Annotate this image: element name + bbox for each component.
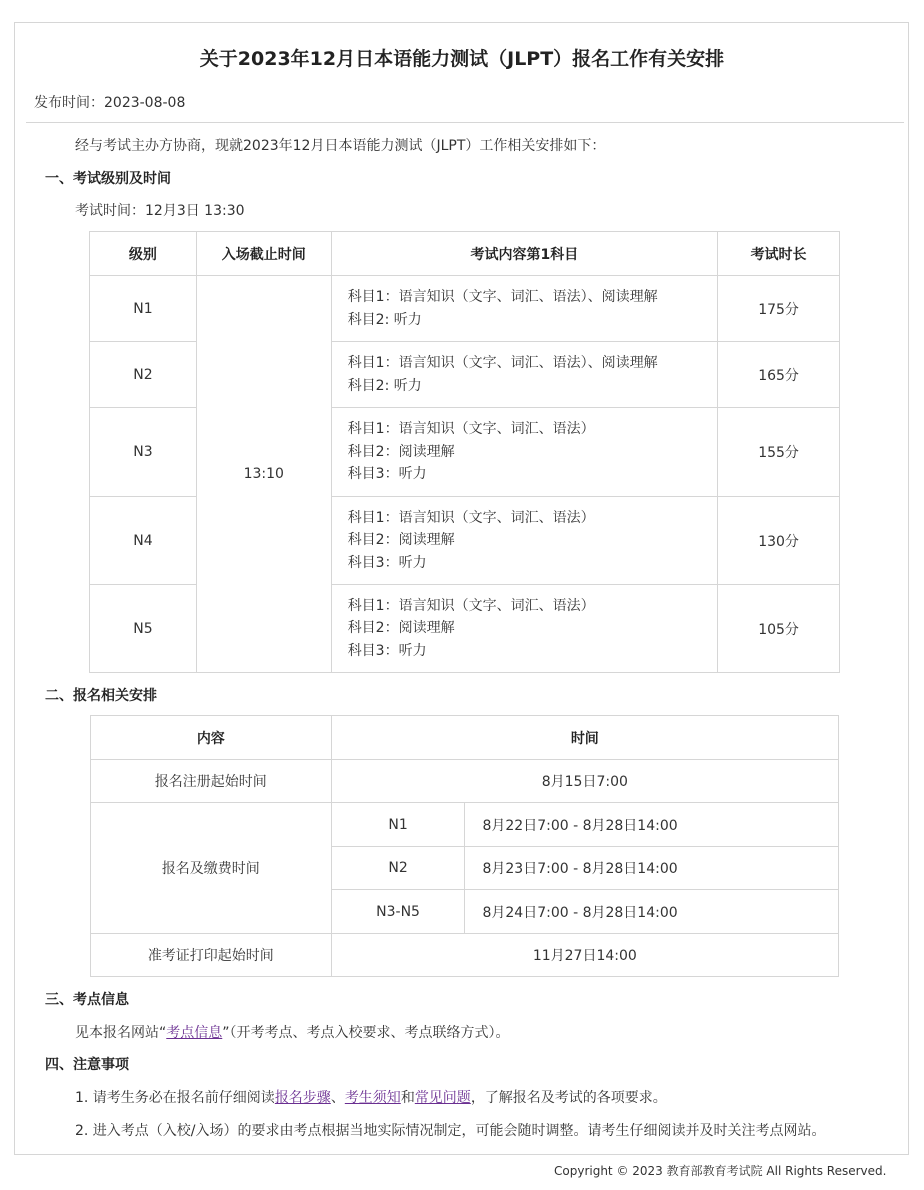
level-cell: N3 (90, 408, 197, 497)
copyright-text: Copyright © 2023 教育部教育考试院 All Rights Reserved. (554, 1164, 887, 1178)
subject-line: 科目3：听力 (347, 466, 427, 483)
pay-label: 报名及缴费时间 (91, 803, 332, 934)
notice-item-2: 2. 进入考点（入校/入场）的要求由考点根据当地实际情况制定，可能会随时调整。请考生仔细阅读并及时关注考点网站。 (75, 1123, 826, 1139)
subject-line: 科目2：阅读理解 (347, 443, 455, 460)
subject-line: 科目1：语言知识（文字、词汇、语法） (347, 509, 595, 526)
duration-cell: 155分 (718, 408, 840, 497)
subject-line: 科目1：语言知识（文字、词汇、语法） (347, 421, 595, 438)
subjects-cell (331, 276, 717, 342)
level-cell: N5 (90, 585, 197, 673)
subject-line: 科目2: 听力 (347, 311, 422, 328)
registration-table-header (91, 716, 839, 760)
page-title: 关于2023年12月日本语能力测试（JLPT）报名工作有关安排 (199, 48, 725, 70)
publish-date: 发布时间：2023-08-08 (34, 95, 186, 111)
venue-text-pre: 见本报名网站“ (75, 1025, 167, 1041)
section3-heading: 三、考点信息 (45, 992, 129, 1008)
table-row (90, 276, 840, 342)
title-divider (26, 122, 904, 123)
subject-line: 科目2: 听力 (347, 377, 422, 394)
separator: 、 (330, 1090, 345, 1106)
exam-table-header (90, 232, 840, 276)
table-row (91, 934, 839, 977)
register-label: 报名注册起始时间 (91, 760, 332, 803)
notice-item-1 (75, 1087, 667, 1107)
venue-info-link[interactable]: 考点信息 (166, 1025, 223, 1041)
subjects-cell (331, 585, 717, 673)
section1-heading: 一、考试级别及时间 (45, 171, 171, 187)
duration-cell: 175分 (718, 276, 840, 342)
level-cell: N2 (90, 342, 197, 408)
duration-cell: 130分 (718, 497, 840, 585)
pay-time: 8月24日7:00 - 8月28日14:00 (465, 890, 839, 934)
subjects-cell (331, 497, 717, 585)
pay-level: N3-N5 (331, 890, 465, 934)
header-content: 考试内容第1科目 (331, 232, 717, 276)
subject-line: 科目2：阅读理解 (347, 620, 455, 637)
exam-time: 考试时间：12月3日 13:30 (75, 203, 245, 219)
table-row (91, 803, 839, 847)
header-level: 级别 (90, 232, 197, 276)
intro-paragraph: 经与考试主办方协商，现就2023年12月日本语能力测试（JLPT）工作相关安排如下： (75, 138, 606, 154)
subject-line: 科目1：语言知识（文字、词汇、语法）、阅读理解 (347, 355, 658, 371)
subject-line: 科目1：语言知识（文字、词汇、语法）、阅读理解 (347, 289, 658, 305)
ticket-label: 准考证打印起始时间 (91, 934, 332, 977)
registration-steps-link[interactable]: 报名步骤 (274, 1090, 331, 1106)
subject-line: 科目1：语言知识（文字、词汇、语法） (347, 597, 595, 614)
level-cell: N4 (90, 497, 197, 585)
faq-link[interactable]: 常见问题 (414, 1090, 471, 1106)
header-cutoff: 入场截止时间 (196, 232, 331, 276)
header-duration: 考试时长 (718, 232, 840, 276)
subjects-cell (331, 342, 717, 408)
section2-heading: 二、报名相关安排 (45, 688, 157, 704)
subjects-cell (331, 408, 717, 497)
table-row (91, 760, 839, 803)
venue-info-paragraph (75, 1022, 510, 1042)
notice-text: 1. 请考生务必在报名前仔细阅读 (75, 1090, 275, 1106)
subject-line: 科目2：阅读理解 (347, 532, 455, 549)
pay-time: 8月22日7:00 - 8月28日14:00 (465, 803, 839, 847)
subject-line: 科目3：听力 (347, 554, 427, 571)
candidate-notice-link[interactable]: 考生须知 (344, 1090, 401, 1106)
section4-heading: 四、注意事项 (45, 1057, 129, 1073)
exam-level-table (89, 231, 840, 673)
cutoff-cell: 13:10 (196, 276, 331, 673)
venue-text-post: ”（开考考点、考点入校要求、考点联络方式）。 (222, 1025, 510, 1041)
ticket-time: 11月27日14:00 (331, 934, 838, 977)
level-cell: N1 (90, 276, 197, 342)
pay-time: 8月23日7:00 - 8月28日14:00 (465, 847, 839, 890)
duration-cell: 165分 (718, 342, 840, 408)
notice-text: ，了解报名及考试的各项要求。 (470, 1090, 667, 1106)
registration-table (90, 715, 839, 977)
pay-level: N2 (331, 847, 465, 890)
register-time: 8月15日7:00 (331, 760, 838, 803)
separator: 和 (400, 1090, 415, 1106)
header-content: 内容 (91, 716, 332, 760)
pay-level: N1 (331, 803, 465, 847)
header-time: 时间 (331, 716, 838, 760)
duration-cell: 105分 (718, 585, 840, 673)
subject-line: 科目3：听力 (347, 642, 427, 659)
